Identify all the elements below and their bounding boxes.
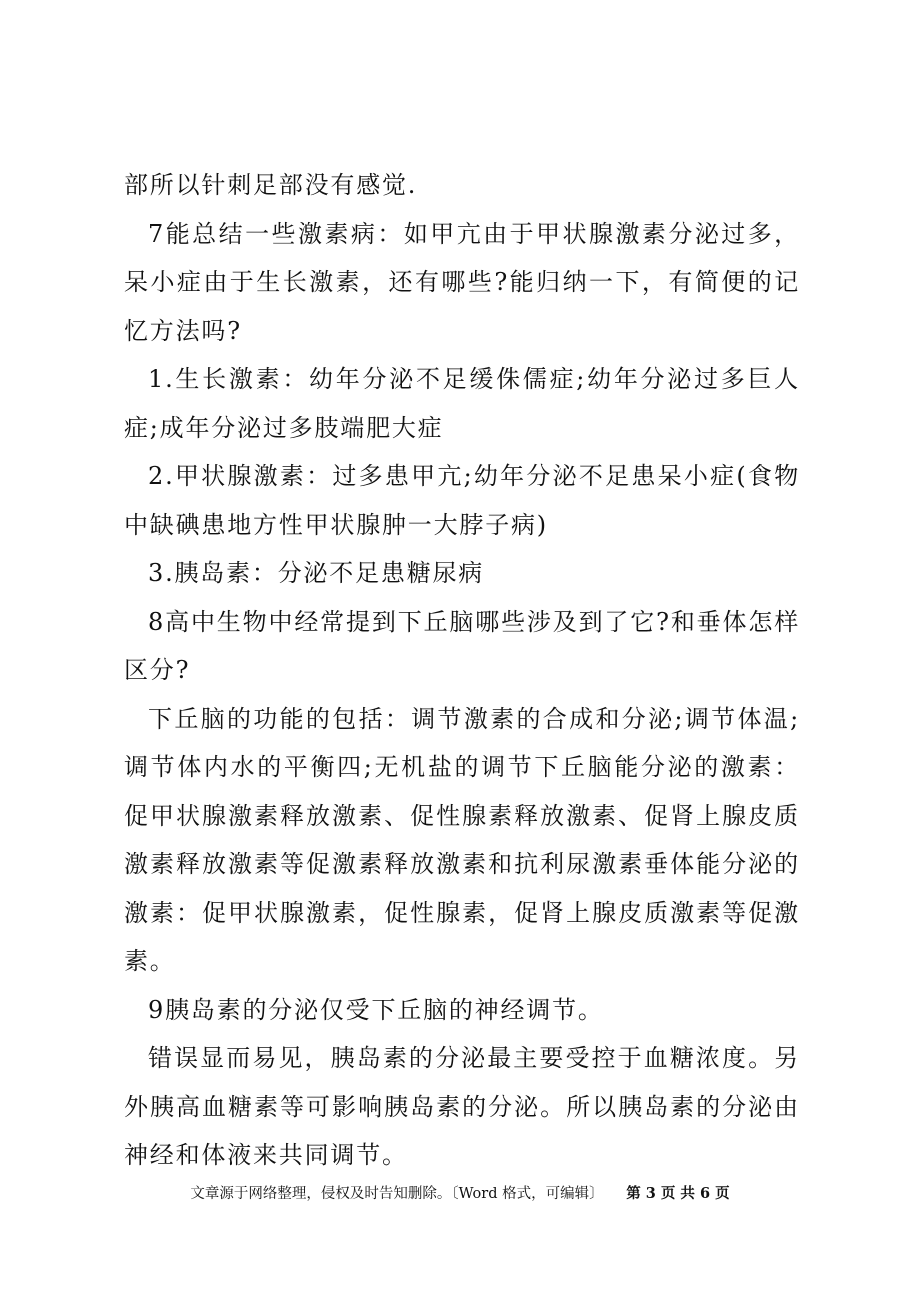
paragraph-question-7: 7能总结一些激素病：如甲亢由于甲状腺激素分泌过多，呆小症由于生长激素，还有哪些?能归纳一下，有简便的记忆方法吗?	[124, 219, 800, 345]
paragraph-growth-hormone: 1.生长激素：幼年分泌不足缓侏儒症;幼年分泌过多巨人症;成年分泌过多肢端肥大症	[124, 365, 800, 442]
paragraph-statement-9: 9胰岛素的分泌仅受下丘脑的神经调节。	[148, 995, 604, 1024]
paragraph-question-8: 8高中生物中经常提到下丘脑哪些涉及到了它?和垂体怎样区分?	[124, 607, 800, 684]
document-body	[124, 161, 800, 1180]
footer-note: 文章源于网络整理，侵权及时告知删除。〔Word 格式，可编辑〕	[190, 1186, 604, 1202]
paragraph-hypothalamus-answer: 下丘脑的功能的包括：调节激素的合成和分泌;调节体温;调节体内水的平衡四;无机盐的调节下丘脑能分泌的激素：促甲状腺激素释放激素、促性腺素释放激素、促肾上腺皮质激素释放激素等促激素释放激素和抗利尿激素垂体能分泌的激素：促甲状腺激素，促性腺素，促肾上腺皮质激素等促激素。	[124, 704, 800, 975]
page-number: 第 3 页 共 6 页	[626, 1185, 730, 1202]
page-footer	[0, 1184, 920, 1204]
paragraph-insulin-answer: 错误显而易见，胰岛素的分泌最主要受控于血糖浓度。另外胰高血糖素等可影响胰岛素的分泌。所以胰岛素的分泌由神经和体液来共同调节。	[124, 1044, 800, 1169]
paragraph-insulin: 3.胰岛素：分泌不足患糖尿病	[148, 559, 485, 587]
paragraph-continuation: 部所以针刺足部没有感觉.	[124, 171, 418, 199]
paragraph-thyroid-hormone: 2.甲状腺激素：过多患甲亢;幼年分泌不足患呆小症(食物中缺碘患地方性甲状腺肿一大脖子病)	[124, 462, 800, 539]
